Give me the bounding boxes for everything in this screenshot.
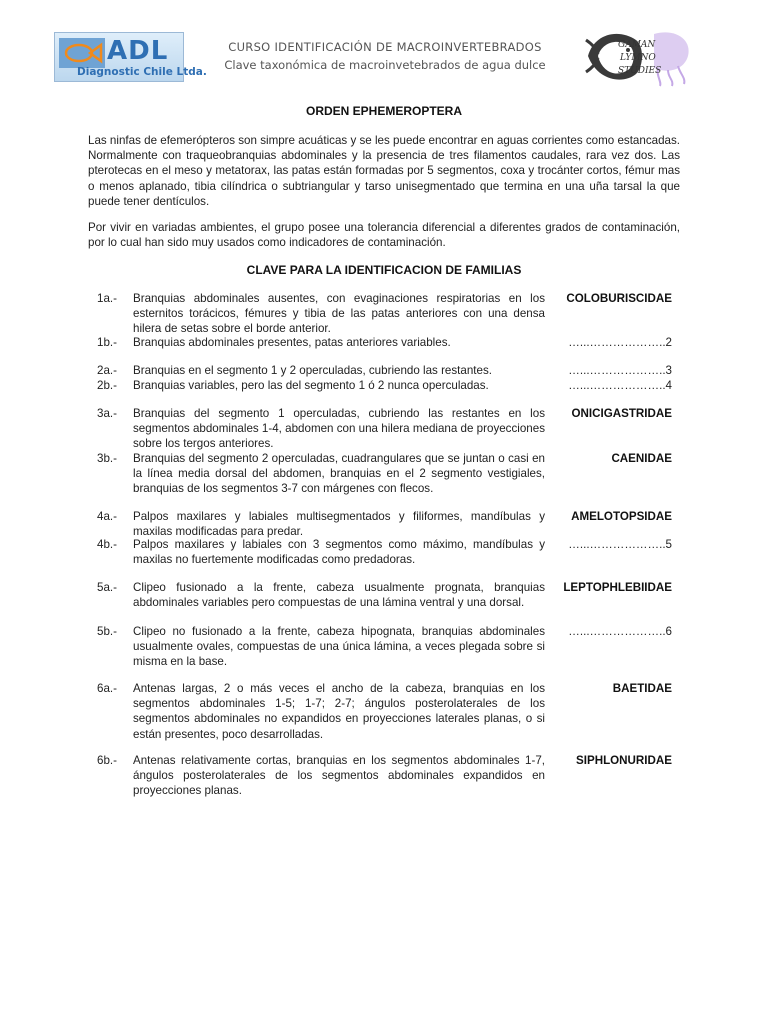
key-entry-family: SIPHLONURIDAE [576,754,672,767]
key-entry-number: 2a.- [97,364,117,377]
key-entry-goto: …...………………..4 [568,379,672,392]
key-entry-family: CAENIDAE [611,452,672,465]
key-entry-goto: …...………………..2 [568,336,672,349]
fish-icon [59,38,105,68]
key-entry-text: Branquias abdominales presentes, patas anteriores variables. [133,336,451,349]
gaman-logo [584,26,702,88]
key-entry-text: Palpos maxilares y labiales con 3 segmentos como máximo, mandíbulas y maxilas no fuertemente modificadas como predadoras. [133,538,545,567]
key-entry-text: Clipeo fusionado a la frente, cabeza usualmente prognata, branquias abdominales variables pero compuestas de una lámina ventral y una dorsal. [133,581,545,610]
key-entry-number: 5a.- [97,581,117,594]
gaman-logo-line-2: LYMNO [620,53,656,63]
key-entry-number: 6b.- [97,754,117,767]
gaman-logo-line-3: STUDIES [618,66,662,76]
adl-logo [54,32,207,82]
key-entry-family: ONICIGASTRIDAE [571,407,672,420]
key-entry-text: Branquias variables, pero las del segmento 1 ó 2 nunca operculadas. [133,379,489,392]
key-entry-text: Clipeo no fusionado a la frente, cabeza hipognata, branquias abdominales usualmente ovales, compuestas de una única lámina, a veces plegada sobre si misma en la base. [133,625,545,669]
key-title: CLAVE PARA LA IDENTIFICACION DE FAMILIAS [246,263,522,277]
key-entry-goto: …...………………..5 [568,538,672,551]
key-entry-number: 1a.- [97,292,117,305]
key-entry-text: Palpos maxilares y labiales multisegmentados y filiformes, mandíbulas y maxilas modificadas para predar. [133,510,545,539]
course-subtitle: Clave taxonómica de macroinvetebrados de agua dulce [224,58,546,72]
key-entry-number: 4b.- [97,538,117,551]
key-entry-family: COLOBURISCIDAE [566,292,672,305]
gaman-logo-line-1: GAMAN [618,40,656,50]
key-entry-number: 3b.- [97,452,117,465]
key-entry-goto: …...………………..3 [568,364,672,377]
key-entry-text: Antenas largas, 2 o más veces el ancho de la cabeza, branquias en los segmentos abdominales 1-5; 1-7; 2-7; ángulos posterolaterales de los segmentos abdominales no expandidos en proyecciones laterales planas, o si están presentes, poco desarrolladas. [133,682,545,741]
key-entry-number: 3a.- [97,407,117,420]
key-entry-family: BAETIDAE [612,682,672,695]
key-entry-text: Branquias del segmento 1 operculadas, cubriendo las restantes en los segmentos abdominales 1-4, abdomen con una hilera mediana de proyecciones sobre los tergos anteriores. [133,407,545,451]
key-entry-text: Branquias en el segmento 1 y 2 operculadas, cubriendo las restantes. [133,364,492,377]
tolerance-paragraph: Por vivir en variadas ambientes, el grupo posee una tolerancia diferencial a diferentes grados de contaminación, por lo cual han sido muy usados como indicadores de contaminación. [88,221,680,250]
adl-logo-subtitle: Diagnostic Chile Ltda. [77,66,207,78]
key-entry-goto: …...………………..6 [568,625,672,638]
key-entry-text: Antenas relativamente cortas, branquias en los segmentos abdominales 1-7, ángulos posterolaterales de los segmentos abdominales expandidos en proyecciones planas. [133,754,545,798]
key-entry-text: Branquias abdominales ausentes, con evaginaciones respiratorias en los esternitos torácicos, fémures y tibia de las patas anteriores con una densa hilera de setas sobre el borde anterior. [133,292,545,336]
key-entry-family: LEPTOPHLEBIIDAE [563,581,672,594]
key-entry-number: 6a.- [97,682,117,695]
intro-paragraph: Las ninfas de efemerópteros son simpre acuáticas y se les puede encontrar en aguas corrientes como estancadas. Normalmente con traqueobranquias abdominales y la presencia de tres filamentos caudales, rara vez dos. Las pterotecas en el meso y metatorax, las patas están formadas por 5 segmentos, coxa y trocánter cortos, fémur mas o menos aplanado, tibia cilíndrica o subtriangular y tarso unisegmentado que termina en una uña tarsal la que puede tener dentículos. [88,134,680,208]
key-entry-number: 5b.- [97,625,117,638]
key-entry-text: Branquias del segmento 2 operculadas, cuadrangulares que se juntan o casi en la línea media dorsal del abdomen, branquias en el 2 segmento vestigiales, branquias de los segmentos 3-7 con márgenes con flecos. [133,452,545,496]
adl-logo-name: ADL [107,36,169,66]
order-title: ORDEN EPHEMEROPTERA [305,104,463,118]
key-entry-number: 1b.- [97,336,117,349]
key-entry-number: 4a.- [97,510,117,523]
course-title: CURSO IDENTIFICACIÓN DE MACROINVERTEBRADOS [228,40,542,54]
key-entry-number: 2b.- [97,379,117,392]
key-entry-family: AMELOTOPSIDAE [571,510,672,523]
